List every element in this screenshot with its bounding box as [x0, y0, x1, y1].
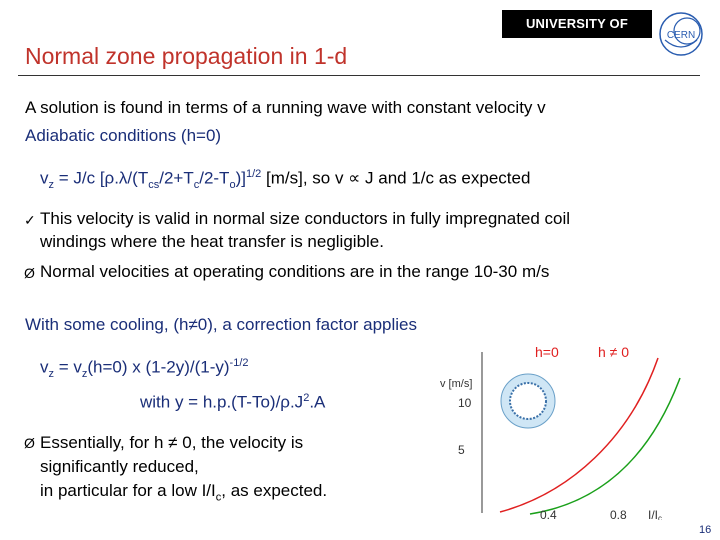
legend-h0: h=0: [535, 344, 559, 360]
x-axis-label: I/Ic: [648, 508, 663, 520]
velocity-formula-adiabatic: $v_z = J/c$ $[\rho.\lambda/(T_{cs}/2+T_c/2-T_o)]^{1/2}$ [m/s], so v ∝ J and 1/c as expected: [40, 168, 531, 192]
cern-logo: [657, 10, 705, 58]
point1-line2: windings where the heat transfer is negligible.: [40, 232, 384, 251]
velocity-vs-current-graph: [430, 338, 700, 520]
legend-h-nonzero: h ≠ 0: [598, 344, 630, 360]
point1-line1: This velocity is valid in normal size conductors in fully impregnated coil: [40, 209, 571, 228]
point3-line1: Essentially, for h ≠ 0, the velocity is: [40, 433, 304, 452]
cern-logo-text: CERN: [666, 30, 696, 41]
y-definition-formula: with $y = h.p.(T-To)/\rho.J^2.A$: [140, 392, 326, 412]
arrow-bullet-icon: Ø: [24, 435, 35, 451]
y-tick-5: 5: [458, 443, 465, 457]
conductor-strands-icon: [510, 383, 546, 419]
intro-line: A solution is found in terms of a running wave with constant velocity v: [25, 98, 546, 117]
cooling-heading: With some cooling, (h≠0), a correction factor applies: [25, 315, 417, 334]
y-tick-10: 10: [458, 396, 472, 410]
y-axis-label: v [m/s]: [440, 378, 473, 390]
x-tick-0-8: 0.8: [610, 508, 627, 520]
arrow-bullet-icon: Ø: [24, 265, 35, 281]
velocity-formula-cooling: $v_z = v_z(h=0)$ x $(1-2y)/(1-y)^{-1/2}$: [40, 357, 249, 381]
point3-line2: significantly reduced,: [40, 457, 199, 476]
title-divider: [18, 75, 700, 76]
x-tick-0-4: 0.4: [540, 508, 557, 520]
university-of-twente-logo: UNIVERSITY OF TWENTE.: [502, 10, 652, 38]
adiabatic-heading: Adiabatic conditions (h=0): [25, 126, 222, 145]
point3-line3: in particular for a low $I/I_c$, as expected.: [40, 481, 328, 504]
slide-title: Normal zone propagation in 1-d: [25, 43, 348, 69]
page-number: 16: [699, 524, 712, 536]
point2-text: Normal velocities at operating conditions are in the range 10-30 m/s: [40, 262, 550, 281]
check-bullet-icon: ✓: [24, 212, 36, 228]
